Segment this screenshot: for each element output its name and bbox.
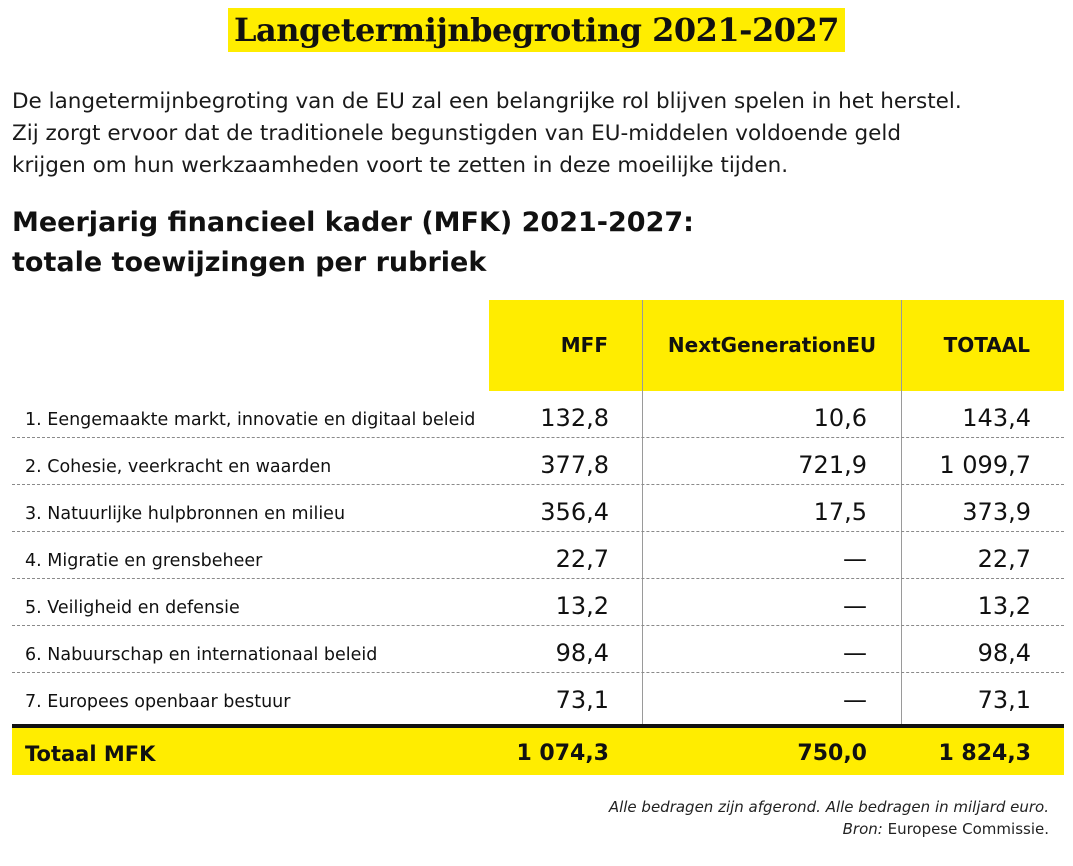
row-value-total: 22,7 [977,545,1031,573]
row-label: 6. Nabuurschap en internationaal beleid [25,645,378,665]
column-header-total: TOTAAL [902,300,1064,391]
allocation-table [12,300,1064,776]
row-value-total: 98,4 [977,639,1031,667]
table-row [12,673,1064,720]
total-total: 1 824,3 [938,741,1031,766]
row-value-mff: 98,4 [555,639,609,667]
row-value-total: 143,4 [962,404,1031,432]
intro-text [12,86,1062,182]
footnote-source-value: Europese Commissie. [882,820,1049,838]
column-header-mff: MFF [489,300,642,391]
column-header-ngeu: NextGenerationEU [643,300,901,391]
row-value-mff: 356,4 [540,498,609,526]
row-label: 5. Veiligheid en defensie [25,598,240,618]
table-row [12,532,1064,579]
row-value-ngeu: 10,6 [813,404,867,432]
row-value-ngeu: 721,9 [798,451,867,479]
row-value-mff: 73,1 [555,686,609,714]
table-heading-line: totale toewijzingen per rubriek [12,247,487,278]
row-value-total: 373,9 [962,498,1031,526]
table-row [12,485,1064,532]
row-value-ngeu: — [843,686,867,714]
row-value-mff: 22,7 [555,545,609,573]
footnote-source-label: Bron: [842,820,883,838]
row-label: 1. Eengemaakte markt, innovatie en digitaal beleid [25,410,476,430]
row-value-ngeu: — [843,545,867,573]
table-row [12,438,1064,485]
table-heading [12,203,1062,283]
row-label: 7. Europees openbaar bestuur [25,692,291,712]
intro-line: krijgen om hun werkzaamheden voort te zetten in deze moeilijke tijden. [12,153,789,178]
total-mff: 1 074,3 [516,741,609,766]
total-label: Totaal MFK [25,742,156,766]
row-value-mff: 377,8 [540,451,609,479]
page-title: Langetermijnbegroting 2021-2027 [228,8,845,52]
row-label: 2. Cohesie, veerkracht en waarden [25,457,332,477]
total-ngeu: 750,0 [797,741,867,766]
table-row [12,626,1064,673]
row-value-mff: 132,8 [540,404,609,432]
total-row [12,728,1064,775]
row-value-ngeu: 17,5 [813,498,867,526]
row-value-mff: 13,2 [555,592,609,620]
row-value-ngeu: — [843,592,867,620]
title-wrap [0,8,1073,52]
intro-line: Zij zorgt ervoor dat de traditionele begunstigden van EU-middelen voldoende geld [12,121,902,146]
intro-line: De langetermijnbegroting van de EU zal een belangrijke rol blijven spelen in het herstel. [12,89,962,114]
table-row [12,391,1064,438]
row-value-total: 13,2 [977,592,1031,620]
table-heading-line: Meerjarig financieel kader (MFK) 2021-2027: [12,207,694,238]
row-value-ngeu: — [843,639,867,667]
row-value-total: 1 099,7 [939,451,1031,479]
row-label: 3. Natuurlijke hulpbronnen en milieu [25,504,346,524]
footnote [609,796,1049,840]
footnote-source [609,818,1049,840]
row-label: 4. Migratie en grensbeheer [25,551,263,571]
table-row [12,579,1064,626]
row-value-total: 73,1 [977,686,1031,714]
footnote-rounding: Alle bedragen zijn afgerond. Alle bedragen in miljard euro. [608,798,1049,816]
